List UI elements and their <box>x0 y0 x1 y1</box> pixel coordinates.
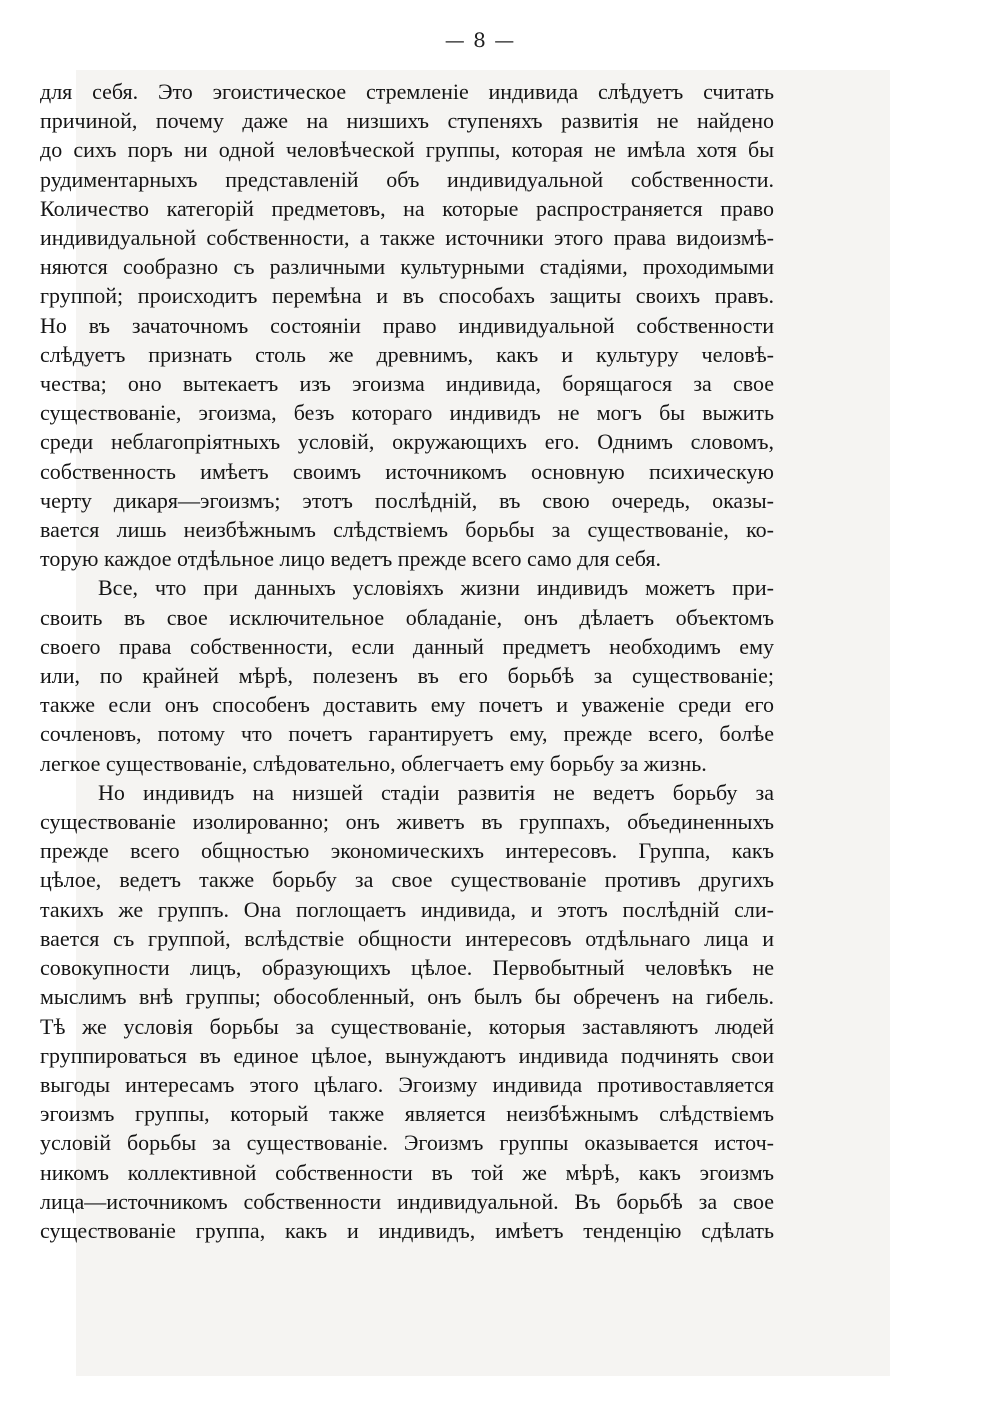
text-line: слѣдуетъ признать столь же древнимъ, какъ и культуру человѣ- <box>40 341 774 367</box>
text-line: существованіе группа, какъ и индивидъ, имѣетъ тенденцію сдѣлать <box>40 1217 774 1243</box>
text-line: эгоизмъ группы, который также является неизбѣжнымъ слѣдствіемъ <box>40 1101 774 1127</box>
text-line: Но индивидъ на низшей стадіи развитія не ведетъ борьбу за <box>98 779 774 805</box>
paragraph-1 <box>40 77 774 573</box>
paragraph-2 <box>40 573 774 777</box>
text-line: или, по крайней мѣрѣ, полезенъ въ его борьбѣ за существованіе; <box>40 663 774 689</box>
text-line: среди неблагопріятныхъ условій, окружающихъ его. Однимъ словомъ, <box>40 429 774 455</box>
text-line: до сихъ поръ ни одной человѣческой группы, которая не имѣла хотя бы <box>40 137 774 163</box>
body-text <box>40 77 774 1245</box>
text-line: причиной, почему даже на низшихъ ступеняхъ развитія не найдено <box>40 108 774 134</box>
text-line: условій борьбы за существованіе. Эгоизмъ группы оказывается источ- <box>40 1130 774 1156</box>
text-line: сочленовъ, потому что почетъ гарантируетъ ему, прежде всего, болѣе <box>40 721 774 747</box>
text-line: вается съ группой, вслѣдствіе общности интересовъ отдѣльнаго лица и <box>40 925 774 951</box>
text-line: своего права собственности, если данный предметъ необходимъ ему <box>40 633 774 659</box>
paragraph-3 <box>40 778 774 1245</box>
text-line: Количество категорій предметовъ, на которые распространяется право <box>40 195 774 221</box>
text-line: торую каждое отдѣльное лицо ведетъ прежде всего само для себя. <box>40 546 662 572</box>
text-line: мыслимъ внѣ группы; обособленный, онъ былъ бы обреченъ на гибель. <box>40 984 774 1010</box>
text-line: лица—источникомъ собственности индивидуальной. Въ борьбѣ за свое <box>40 1188 774 1214</box>
text-line: прежде всего общностью экономическихъ интересовъ. Группа, какъ <box>40 838 774 864</box>
text-line: рудиментарныхъ представленій объ индивидуальной собственности. <box>40 166 774 192</box>
text-line: вается лишь неизбѣжнымъ слѣдствіемъ борьбы за существованіе, ко- <box>40 517 774 543</box>
text-line: своить въ свое исключительное обладаніе, онъ дѣлаетъ объектомъ <box>40 604 774 630</box>
text-line: выгоды интересамъ этого цѣлаго. Эгоизму индивида противоставляется <box>40 1071 774 1097</box>
text-line: для себя. Это эгоистическое стремленіе индивида слѣдуетъ считать <box>40 79 774 104</box>
text-line: индивидуальной собственности, а также источники этого права видоизмѣ- <box>40 225 774 251</box>
text-line: Все, что при данныхъ условіяхъ жизни индивидъ можетъ при- <box>98 575 774 601</box>
text-line: Тѣ же условія борьбы за существованіе, которыя заставляютъ людей <box>40 1013 774 1039</box>
text-line: цѣлое, ведетъ также борьбу за свое существованіе противъ другихъ <box>40 867 774 893</box>
text-line: существованіе изолированно; онъ живетъ въ группахъ, объединенныхъ <box>40 809 774 835</box>
page-number: — 8 — <box>444 28 516 52</box>
text-line: существованіе, эгоизма, безъ котораго индивидъ не могъ бы выжить <box>40 400 774 426</box>
text-line: группироваться въ единое цѣлое, вынуждаютъ индивида подчинять свои <box>40 1042 774 1068</box>
text-line: чества; оно вытекаетъ изъ эгоизма индивида, борящагося за свое <box>40 371 774 397</box>
text-line: также если онъ способенъ доставить ему почетъ и уваженіе среди его <box>40 692 774 718</box>
text-line: группой; происходитъ перемѣна и въ способахъ защиты своихъ правъ. <box>40 283 774 309</box>
text-line: няются сообразно съ различными культурными стадіями, проходимыми <box>40 254 774 280</box>
text-line: легкое существованіе, слѣдовательно, облегчаетъ ему борьбу за жизнь. <box>40 750 707 776</box>
text-line: никомъ коллективной собственности въ той же мѣрѣ, какъ эгоизмъ <box>40 1159 774 1185</box>
text-line: совокупности лицъ, образующихъ цѣлое. Первобытный человѣкъ не <box>40 955 774 981</box>
text-line: черту дикаря—эгоизмъ; этотъ послѣдній, въ свою очередь, оказы- <box>40 487 774 513</box>
text-line: такихъ же группъ. Она поглощаетъ индивида, и этотъ послѣдній сли- <box>40 896 774 922</box>
text-line: собственность имѣетъ своимъ источникомъ основную психическую <box>40 458 774 484</box>
text-line: Но въ зачаточномъ состояніи право индивидуальной собственности <box>40 312 774 338</box>
